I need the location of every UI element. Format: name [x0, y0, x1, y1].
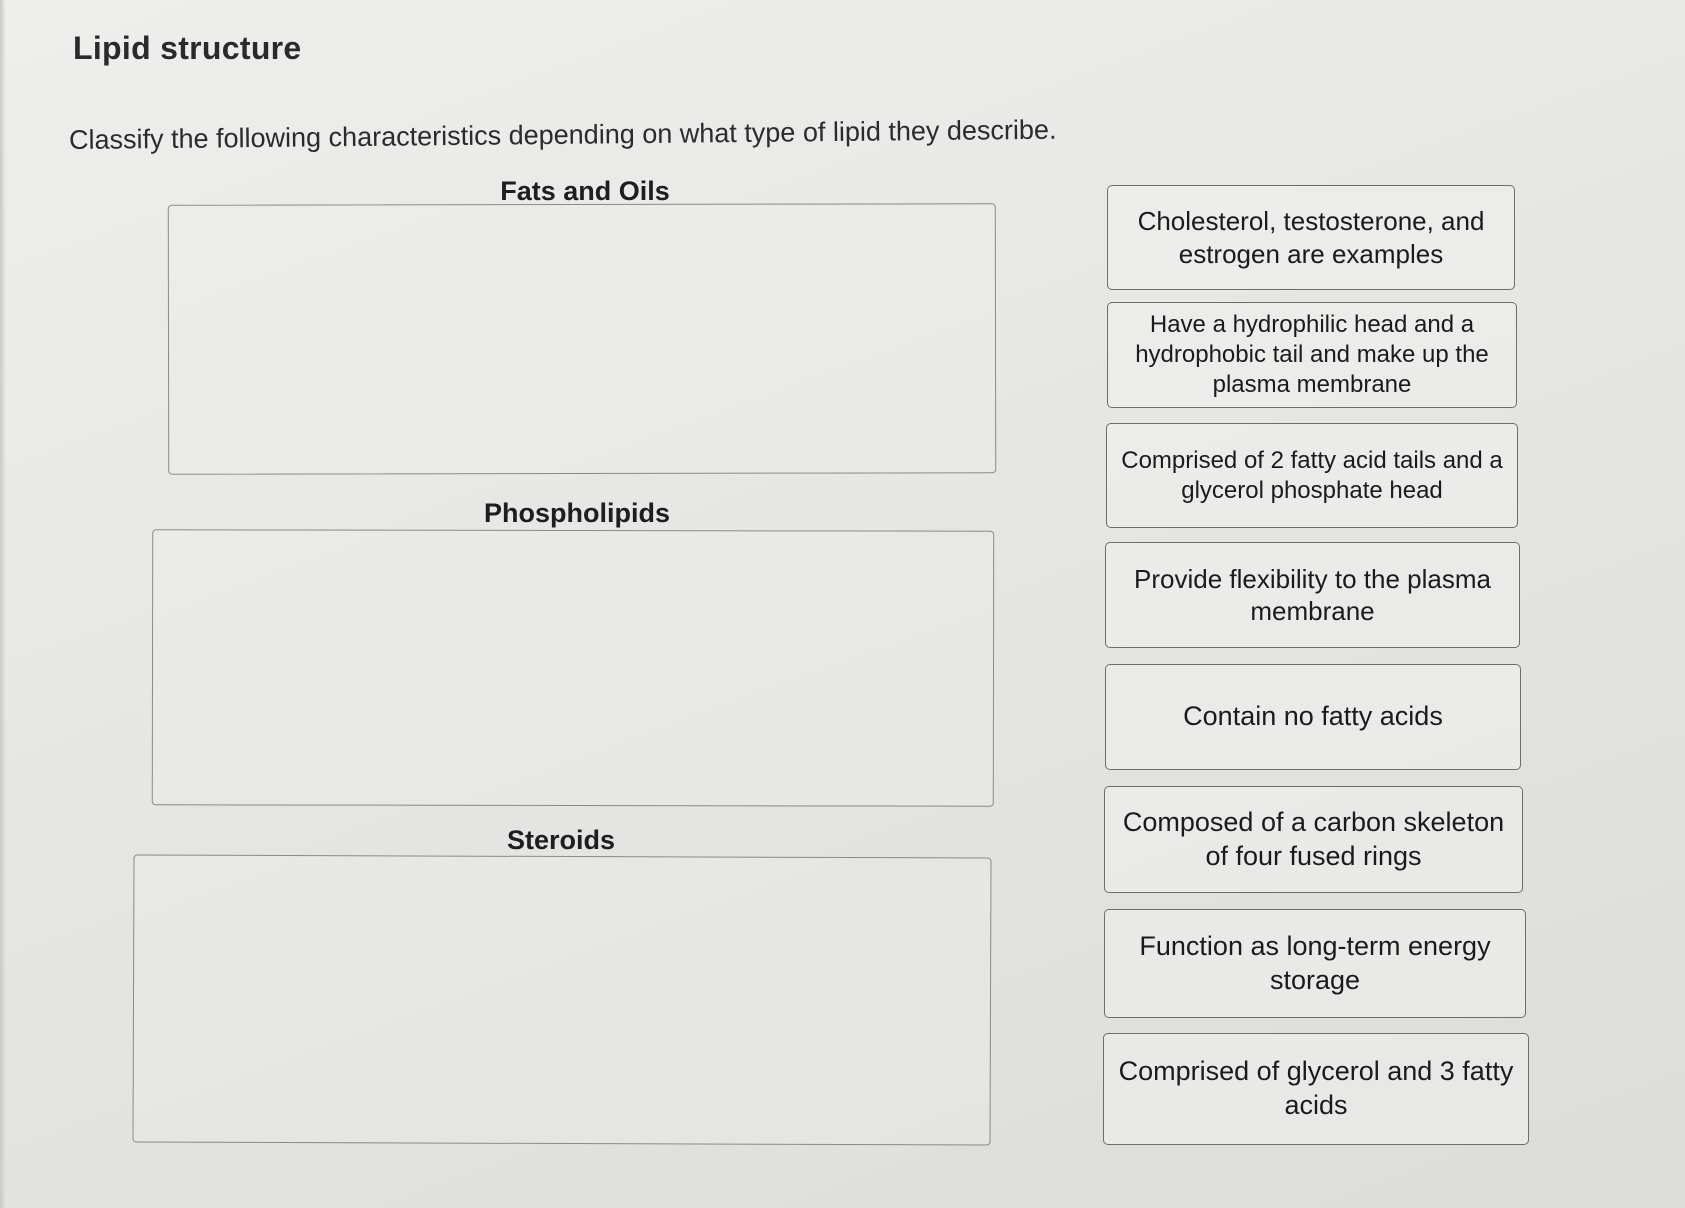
answer-card[interactable]: Contain no fatty acids — [1105, 664, 1521, 770]
instructions-text: Classify the following characteristics depending on what type of lipid they describe. — [68, 114, 1057, 155]
bin-label-phospholipids: Phospholipids — [484, 498, 670, 528]
answer-card[interactable]: Comprised of glycerol and 3 fatty acids — [1103, 1033, 1529, 1145]
answer-card[interactable]: Composed of a carbon skeleton of four fused rings — [1104, 786, 1523, 893]
drop-zone-fats-and-oils[interactable] — [168, 203, 996, 474]
answer-card[interactable]: Cholesterol, testosterone, and estrogen are examples — [1107, 185, 1515, 290]
answer-card[interactable]: Provide flexibility to the plasma membrane — [1105, 542, 1520, 648]
answer-card[interactable]: Comprised of 2 fatty acid tails and a glycerol phosphate head — [1106, 423, 1518, 528]
answer-card[interactable]: Function as long-term energy storage — [1104, 909, 1526, 1018]
drop-zone-phospholipids[interactable] — [152, 529, 994, 806]
bin-label-fats-and-oils: Fats and Oils — [500, 176, 670, 206]
bin-label-steroids: Steroids — [506, 825, 616, 855]
page-title: Lipid structure — [73, 30, 302, 66]
screen-edge — [0, 0, 6, 1208]
answer-card[interactable]: Have a hydrophilic head and a hydrophobic tail and make up the plasma membrane — [1107, 302, 1517, 408]
drop-zone-steroids[interactable] — [132, 855, 991, 1146]
